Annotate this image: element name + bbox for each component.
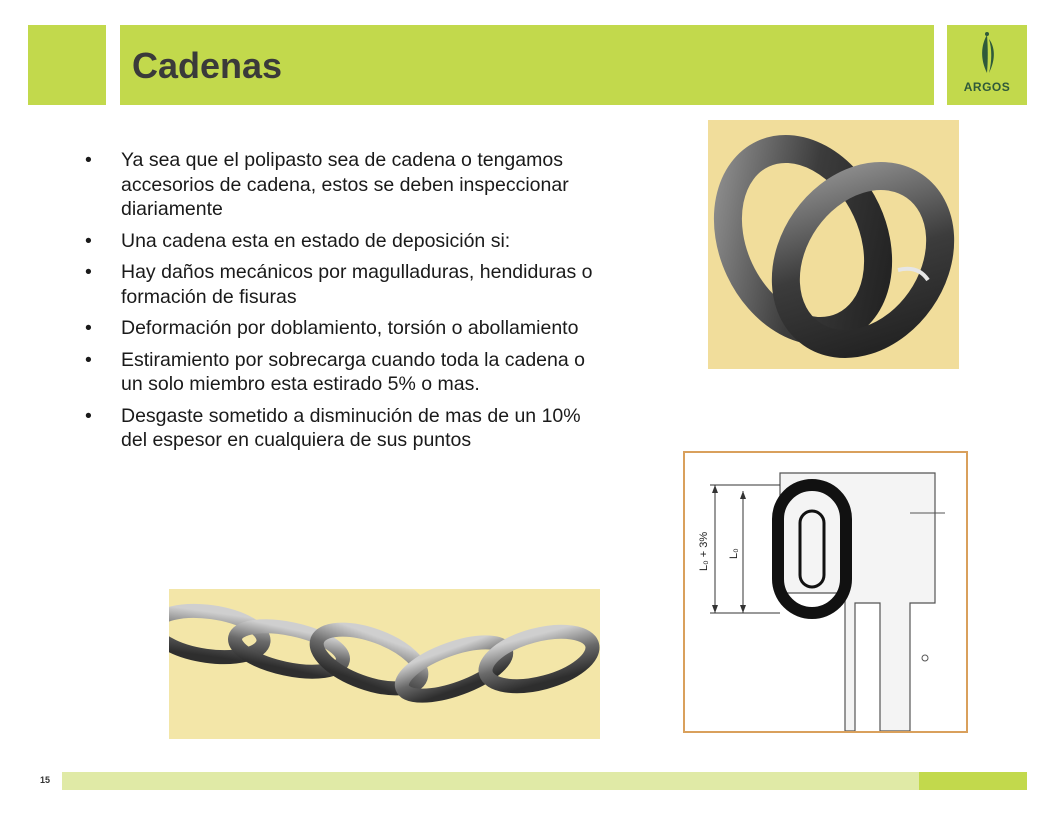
logo-text: ARGOS: [963, 80, 1011, 94]
logo-mark-icon: [947, 25, 1027, 80]
bullet-item: • Desgaste sometido a disminución de mas de un 10% del espesor en cualquiera de sus puntos: [85, 404, 595, 453]
diagram-label-outer: L₀ + 3%: [698, 531, 710, 571]
argos-logo: [947, 25, 1027, 105]
bullet-item: • Deformación por doblamiento, torsión o abollamiento: [85, 316, 595, 341]
bullet-item: • Ya sea que el polipasto sea de cadena o tengamos accesorios de cadena, estos se deben inspeccionar diariamente: [85, 148, 595, 222]
bullet-item: • Estiramiento por sobrecarga cuando toda la cadena o un solo miembro esta estirado 5% o mas.: [85, 348, 595, 397]
page-number: 15: [39, 775, 50, 785]
title-bar: [120, 25, 934, 105]
diagram-label-inner: L₀: [728, 548, 740, 559]
bullet-item: • Una cadena esta en estado de deposición si:: [85, 229, 595, 254]
page-title: Cadenas: [132, 45, 283, 86]
page-number-box: [28, 772, 62, 790]
footer-accent: [919, 772, 1027, 790]
chain-link-measurement-diagram: [683, 451, 968, 733]
bullet-item: • Hay daños mecánicos por magulladuras, hendiduras o formación de fisuras: [85, 260, 595, 309]
bullet-list: [85, 148, 595, 460]
header-accent-square: [28, 25, 106, 105]
worn-chain-photo: [169, 589, 600, 739]
knotted-chain-photo: [708, 120, 959, 369]
footer-bar: [28, 772, 1027, 790]
